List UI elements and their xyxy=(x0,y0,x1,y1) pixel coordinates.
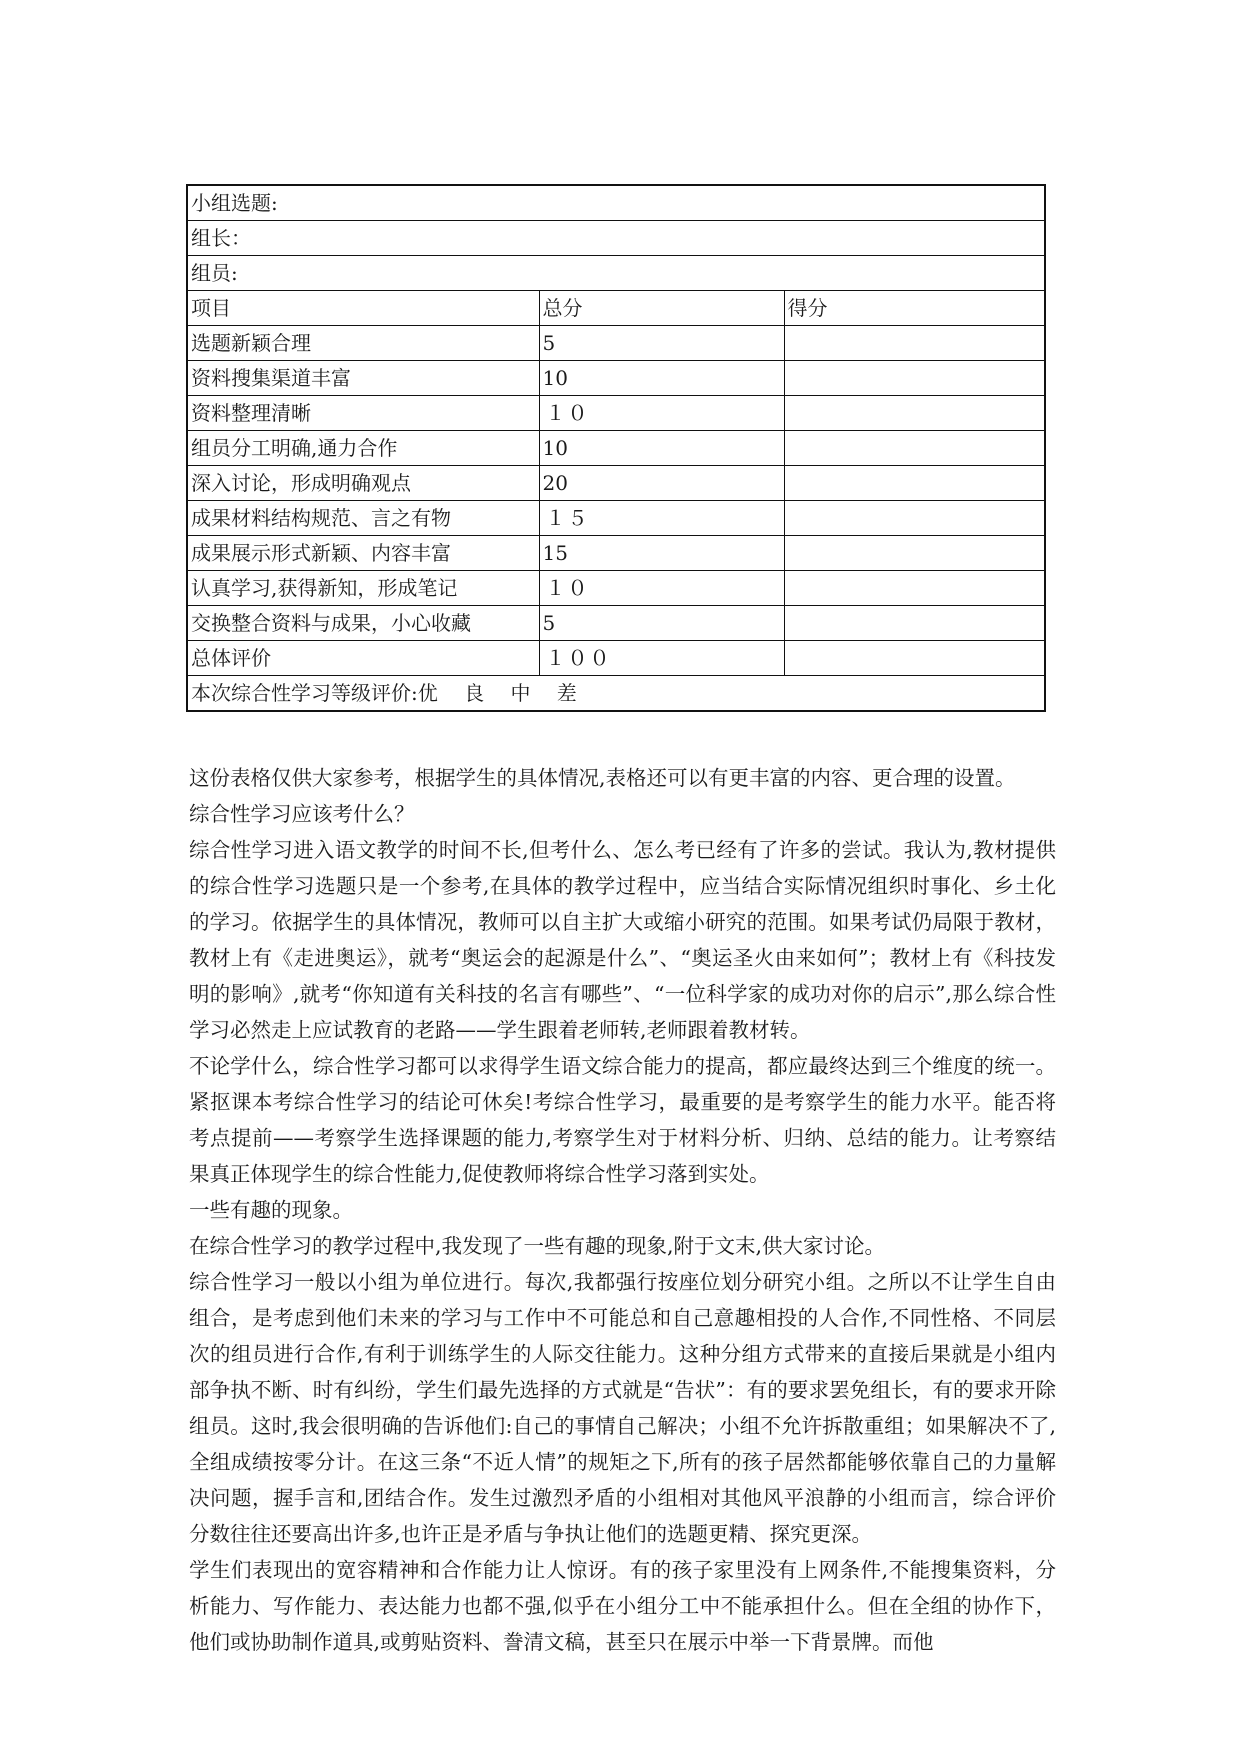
paragraph: 综合性学习进入语文教学的时间不长,但考什么、怎么考已经有了许多的尝试。我认为,教材提供的综合性学习选题只是一个参考,在具体的教学过程中，应当结合实际情况组织时事化、乡土化的学习。依据学生的具体情况，教师可以自主扩大或缩小研究的范围。如果考试仍局限于教材，教材上有《走进奥运》，就考“奥运会的起源是什么”、“奥运圣火由来如何”；教材上有《科技发明的影响》,就考“你知道有关科技的名言有哪些”、“一位科学家的成功对你的启示”,那么综合性学习必然走上应试教育的老路——学生跟着老师转,老师跟着教材转。 xyxy=(189,838,1056,1042)
row-score xyxy=(784,361,1045,396)
row-score xyxy=(784,396,1045,431)
table-row xyxy=(187,466,1045,501)
table-header-row xyxy=(187,291,1045,326)
row-item: 成果展示形式新颖、内容丰富 xyxy=(187,536,539,571)
row-item: 认真学习,获得新知，形成笔记 xyxy=(187,571,539,606)
leader-row xyxy=(187,221,1045,256)
table-row xyxy=(187,396,1045,431)
topic-row xyxy=(187,185,1045,221)
table-row xyxy=(187,606,1045,641)
paragraph: 不论学什么，综合性学习都可以求得学生语文综合能力的提高，都应最终达到三个维度的统一。紧抠课本考综合性学习的结论可休矣!考综合性学习，最重要的是考察学生的能力水平。能否将考点提前——考察学生选择课题的能力,考察学生对于材料分析、归纳、总结的能力。让考察结果真正体现学生的综合性能力,促使教师将综合性学习落到实处。 xyxy=(189,1054,1056,1186)
table-row xyxy=(187,326,1045,361)
row-score xyxy=(784,571,1045,606)
row-total: 20 xyxy=(539,466,784,501)
row-item: 资料整理清晰 xyxy=(187,396,539,431)
row-item: 交换整合资料与成果，小心收藏 xyxy=(187,606,539,641)
row-score xyxy=(784,536,1045,571)
row-total: 10 xyxy=(539,431,784,466)
row-score xyxy=(784,466,1045,501)
paragraph: 这份表格仅供大家参考，根据学生的具体情况,表格还可以有更丰富的内容、更合理的设置。 xyxy=(189,766,1016,790)
paragraph: 学生们表现出的宽容精神和合作能力让人惊讶。有的孩子家里没有上网条件,不能搜集资料，分析能力、写作能力、表达能力也都不强,似乎在小组分工中不能承担什么。但在全组的协作下，他们或协助制作道具,或剪贴资料、誊清文稿，甚至只在展示中举一下背景牌。而他 xyxy=(189,1558,1056,1654)
row-item: 总体评价 xyxy=(187,641,539,676)
row-total: １０ xyxy=(539,571,784,606)
column-header-total: 总分 xyxy=(539,291,784,326)
table-row xyxy=(187,501,1045,536)
row-total: 5 xyxy=(539,326,784,361)
row-score xyxy=(784,431,1045,466)
row-item: 资料搜集渠道丰富 xyxy=(187,361,539,396)
row-total: １００ xyxy=(539,641,784,676)
article-body xyxy=(189,760,1056,1660)
grade-evaluation-label: 本次综合性学习等级评价:优 良 中 差 xyxy=(187,676,1045,712)
row-total: 10 xyxy=(539,361,784,396)
row-item: 成果材料结构规范、言之有物 xyxy=(187,501,539,536)
table-row xyxy=(187,431,1045,466)
row-score xyxy=(784,501,1045,536)
row-score xyxy=(784,326,1045,361)
section-heading: 综合性学习应该考什么？ xyxy=(189,802,415,826)
column-header-score: 得分 xyxy=(784,291,1045,326)
row-score xyxy=(784,606,1045,641)
paragraph: 在综合性学习的教学过程中,我发现了一些有趣的现象,附于文末,供大家讨论。 xyxy=(189,1234,886,1258)
row-total: １５ xyxy=(539,501,784,536)
section-heading: 一些有趣的现象。 xyxy=(189,1198,353,1222)
members-label: 组员: xyxy=(187,256,1045,291)
row-score xyxy=(784,641,1045,676)
table-row xyxy=(187,536,1045,571)
evaluation-table xyxy=(186,184,1046,712)
table-row xyxy=(187,641,1045,676)
row-total: 15 xyxy=(539,536,784,571)
column-header-item: 项目 xyxy=(187,291,539,326)
topic-label: 小组选题: xyxy=(187,185,1045,221)
paragraph: 综合性学习一般以小组为单位进行。每次,我都强行按座位划分研究小组。之所以不让学生自由组合，是考虑到他们未来的学习与工作中不可能总和自己意趣相投的人合作,不同性格、不同层次的组员进行合作,有利于训练学生的人际交往能力。这种分组方式带来的直接后果就是小组内部争执不断、时有纠纷，学生们最先选择的方式就是“告状”：有的要求罢免组长，有的要求开除组员。这时,我会很明确的告诉他们:自己的事情自己解决；小组不允许拆散重组；如果解决不了,全组成绩按零分计。在这三条“不近人情”的规矩之下,所有的孩子居然都能够依靠自己的力量解决问题，握手言和,团结合作。发生过激烈矛盾的小组相对其他风平浪静的小组而言，综合评价分数往往还要高出许多,也许正是矛盾与争执让他们的选题更精、探究更深。 xyxy=(189,1270,1056,1546)
row-item: 深入讨论，形成明确观点 xyxy=(187,466,539,501)
leader-label: 组长： xyxy=(187,221,1045,256)
row-total: １０ xyxy=(539,396,784,431)
row-item: 选题新颖合理 xyxy=(187,326,539,361)
table-row xyxy=(187,571,1045,606)
row-item: 组员分工明确,通力合作 xyxy=(187,431,539,466)
row-total: 5 xyxy=(539,606,784,641)
table-row xyxy=(187,361,1045,396)
grade-row xyxy=(187,676,1045,712)
members-row xyxy=(187,256,1045,291)
